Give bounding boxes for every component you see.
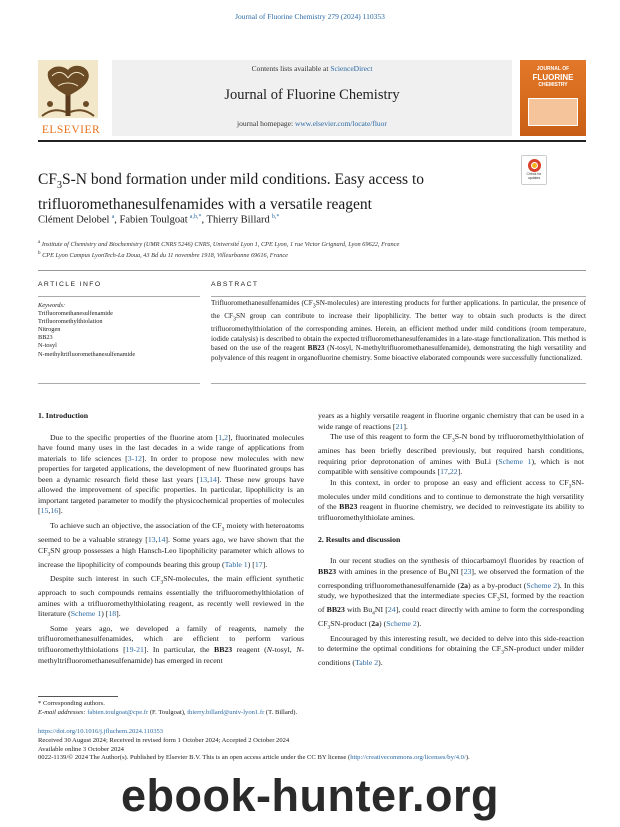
cover-line-1: JOURNAL OF [536, 66, 570, 72]
affiliation [38, 238, 586, 249]
abstract-body: Trifluoromethanesulfenamides $(CF_3SN-molecules)$ are interesting products for further applications. In particular, the presence of the $CF_3SN$ group can contribute to increase their lipophilicity. The better way to obtain such products is the direct trifluoromethylthiolation of the corresponding amines. Herein, an efficient method under mild conditions (room temperature, iodide catalysis) is described to obtain the expected trifluoromethanesulfenamides in a late-stage functionalization. This method is based on the use of the reagent BB23 (N-tosyl, N-methyltrifluoromethanesulfenamide), demonstrating the high versatility and polyvalence of this reagent in organofluorine chemistry. Some bioactive elaborated compounds were successfully functionalized. [211, 299, 587, 362]
citation-link[interactable]: 17 [440, 467, 448, 477]
citation-link[interactable]: 15 [40, 506, 49, 516]
elsevier-logo[interactable] [38, 60, 104, 136]
cover-graphic [528, 98, 578, 126]
elsevier-wordmark: ELSEVIER [41, 124, 101, 136]
check-updates-label-1: Check for [526, 172, 542, 176]
keyword: Trifluoromethylthiolation [38, 318, 103, 326]
author-list: Clément Delobel $^a$, Fabien Toulgoat $^{a,b,*}$, Thierry Billard $^{b,*}$ [38, 214, 280, 226]
scheme-link[interactable]: Scheme 2 [526, 580, 558, 590]
keyword: Nitrogen [38, 326, 61, 334]
doi-link[interactable]: https://doi.org/10.1016/j.jfluchem.2024.110353 [38, 728, 164, 735]
license-link[interactable]: http://creativecommons.org/licenses/by/4.0/ [350, 754, 466, 762]
paragraph: years as a highly versatile reagent in fluorine organic chemistry that can be used in a wide range of reactions [21]. [318, 411, 584, 431]
homepage-prefix: journal homepage: [237, 119, 295, 128]
body-column-left [38, 411, 304, 666]
affiliation-mark: a [38, 240, 41, 245]
keyword: BB23 [38, 334, 53, 342]
citation-link[interactable]: 17 [254, 559, 263, 569]
journal-cover-thumbnail[interactable] [520, 60, 586, 136]
check-updates-icon [528, 159, 541, 172]
article-info-bottom-rule [38, 383, 200, 384]
license-line: 0022-1139/© 2024 The Author(s). Published by Elsevier B.V. This is an open access article under the CC BY license (http://creativecommons.org/licenses/by/4.0/). [38, 754, 470, 762]
footnote-divider [38, 696, 118, 697]
article-title [38, 170, 508, 214]
affiliations [38, 238, 586, 260]
corresponding-author-note: * Corresponding authors. [38, 700, 105, 707]
scheme-link[interactable]: Scheme 1 [498, 456, 532, 466]
keyword: N-tosyl [38, 342, 57, 350]
abstract-rule [211, 296, 586, 297]
author-name[interactable]: Fabien Toulgoat [119, 214, 188, 226]
citation-link[interactable]: 1 [218, 432, 223, 442]
affiliation-text: Institute of Chemistry and Biochemistry (UMR CNRS 5246) CNRS, Université Lyon 1, CPE Lyon, 1 rue Victor Grignard, Lyon 69622, France [41, 241, 400, 249]
citation-link[interactable]: 22 [449, 467, 458, 477]
affiliation-mark: b [38, 251, 41, 257]
author-name[interactable]: Thierry Billard [206, 214, 270, 226]
email-link[interactable]: fabien.toulgoat@cpe.fr [87, 708, 149, 716]
available-online: Available online 3 October 2024 [38, 745, 124, 753]
affiliation-text: CPE Lyon Campus LyonTech-La Doua, 43 Bd du 11 novembre 1918, Villeurbanne 69616, France [42, 252, 288, 260]
cover-title [520, 66, 586, 88]
paragraph: In this context, in order to propose an easy and efficient access to $CF_3SN$-molecules under mild conditions and to continue to demonstrate the high versatility of the BB23 reagent in fluorine chemistry, we decided to reinvestigate its ability to trifluoromethylthiolate amines. [318, 477, 585, 523]
journal-masthead [38, 60, 586, 136]
elsevier-tree-icon [38, 60, 98, 118]
citation-link[interactable]: 21 [395, 421, 404, 431]
citation-link[interactable]: 3-12 [127, 453, 143, 463]
paragraph: Due to the specific properties of the fluorine atom [1,2], fluorinated molecules have found many uses in the last decades in a wide range of applications from materials to life sciences [3-12]. In order to propose new molecules with new properties for targeted applications, the development of new fluorinated groups has been a dynamic research field these last years [13,14]. These new groups have allowed the improvement of specific properties. In particular, lipophilicity is an important targeted parameter to modify the physicochemical properties of molecules [15,16]. [38, 432, 304, 516]
citation-link[interactable]: 24 [387, 605, 396, 615]
email-line: E-mail addresses: fabien.toulgoat@cpe.fr (F. Toulgoat), thierry.billard@univ-lyon1.fr (T. Billard). [38, 708, 298, 716]
abstract-heading: ABSTRACT [211, 281, 259, 288]
cover-line-3: CHEMISTRY [538, 81, 568, 88]
title-subscript: 3 [56, 180, 62, 192]
author-affiliation-mark[interactable]: a [111, 214, 115, 220]
keyword: Trifluoromethanesulfenamide [38, 310, 113, 318]
scheme-link[interactable]: Scheme 2 [386, 619, 417, 629]
body-column-right [318, 411, 584, 669]
title-text-1: CF [38, 171, 57, 188]
homepage-link[interactable]: www.elsevier.com/locate/fluor [294, 119, 387, 128]
journal-banner [112, 60, 512, 136]
table-link[interactable]: Table 2 [355, 658, 379, 668]
table-link[interactable]: Table 1 [224, 559, 248, 569]
affiliation [38, 249, 586, 260]
paragraph: Encouraged by this interesting result, we decided to delve into this side-reaction to determine the optimal conditions for obtaining the $CF_3SN$-product under milder conditions (Table 2). [318, 633, 584, 668]
author-affiliation-mark[interactable]: a,b,* [189, 214, 202, 220]
header-divider [38, 140, 586, 142]
contents-prefix: Contents lists available at [251, 64, 331, 73]
abstract-bottom-rule [211, 383, 586, 384]
section-heading-results: 2. Results and discussion [318, 534, 401, 544]
keyword: N-methyltrifluoromethanesulfenamide [38, 350, 136, 358]
citation-link[interactable]: 14 [209, 474, 217, 484]
paragraph: In our recent studies on the synthesis of thiocarbamoyl fluorides by reaction of BB23 with amines in the presence of $Bu_4NI$ [23], we observed the formation of the corresponding trifluoromethanesulfenamide (2a) as a by-product (Scheme 2). In this study, we hypothesized that the intermediate species $CF_3SI$, formed by the reaction of BB23 with $Bu_4NI$ [24], could react directly with amine to form the corresponding $CF_3SN$-product (2a) (Scheme 2). [318, 556, 584, 632]
check-for-updates-badge[interactable] [521, 155, 547, 185]
paragraph: To achieve such an objective, the association of the $CF_3$ moiety with heteroatoms seemed to be a valuable strategy [13,14]. Some years ago, we have shown that the $CF_3SN$ group possesses a high Hansch-Leo lipophilicity parameter which allows to increase the lipophilicity of compounds bearing this group (Table 1) [17]. [38, 520, 304, 569]
sciencedirect-link[interactable]: ScienceDirect [330, 64, 373, 73]
check-updates-label-2: updates [527, 176, 541, 180]
scheme-link[interactable]: Scheme 1 [70, 609, 102, 619]
author-name[interactable]: Clément Delobel [38, 214, 110, 226]
paragraph: The use of this reagent to form the $CF_3S-N$ bond by trifluoromethylthiolation of amines has been briefly described previously, but required harsh conditions, requiring prior deprotonation of amines with BuLi (Scheme 1), which is not compatible with sensitive compounds [17,22]. [318, 432, 584, 477]
paragraph: Despite such interest in such $CF_3SN$-molecules, the main efficient synthetic approach to such compounds remains essentially the trifluoromethylthiolation of amines with a trifluoromethylthiolating reagent, as recently well reviewed in the literature (Scheme 1) [18]. [38, 574, 304, 619]
homepage-line [112, 119, 512, 128]
citation-link[interactable]: 16 [50, 506, 59, 516]
affiliation-divider [38, 270, 586, 271]
citation-link[interactable]: 14 [157, 535, 166, 545]
paragraph: Some years ago, we developed a family of reagents, namely the trifluoromethanesulfenamides, which are efficient to perform various trifluoromethylthiolations [19-21]. In particular, the BB23 reagent (N-tosyl, N-methyltrifluoromethanesulfenamide) has emerged in recent [38, 623, 305, 665]
received-dates: Received 30 August 2024; Received in revised form 1 October 2024; Accepted 2 October 2024 [38, 736, 290, 744]
cover-line-2: FLUORINE [532, 72, 574, 82]
citation-link[interactable]: 2 [224, 432, 228, 442]
citation-link[interactable]: 13 [199, 474, 208, 484]
keywords-label: Keywords: [38, 302, 66, 309]
section-heading-introduction: 1. Introduction [38, 411, 89, 420]
citation-link[interactable]: 18 [108, 609, 117, 619]
keywords-block [38, 302, 203, 359]
author-affiliation-mark[interactable]: b,* [271, 214, 280, 220]
journal-title: Journal of Fluorine Chemistry [224, 87, 400, 103]
contents-line [112, 64, 512, 73]
article-info-rule [38, 296, 200, 297]
citation-link[interactable]: 23 [463, 566, 472, 576]
citation-link[interactable]: 13 [147, 535, 156, 545]
footnotes [38, 700, 586, 718]
citation-link[interactable]: 19-21 [125, 645, 144, 655]
watermark-text: ebook-hunter.org [121, 770, 499, 821]
publication-metadata [38, 728, 586, 763]
journal-citation[interactable]: Journal of Fluorine Chemistry 279 (2024) 110353 [235, 12, 385, 21]
article-info-heading: ARTICLE INFO [38, 281, 102, 288]
title-text-2: S-N bond formation under mild conditions. Easy access to trifluoromethanesulfenamides with a versatile reagent [38, 171, 425, 214]
email-link[interactable]: thierry.billard@univ-lyon1.fr [187, 708, 265, 716]
